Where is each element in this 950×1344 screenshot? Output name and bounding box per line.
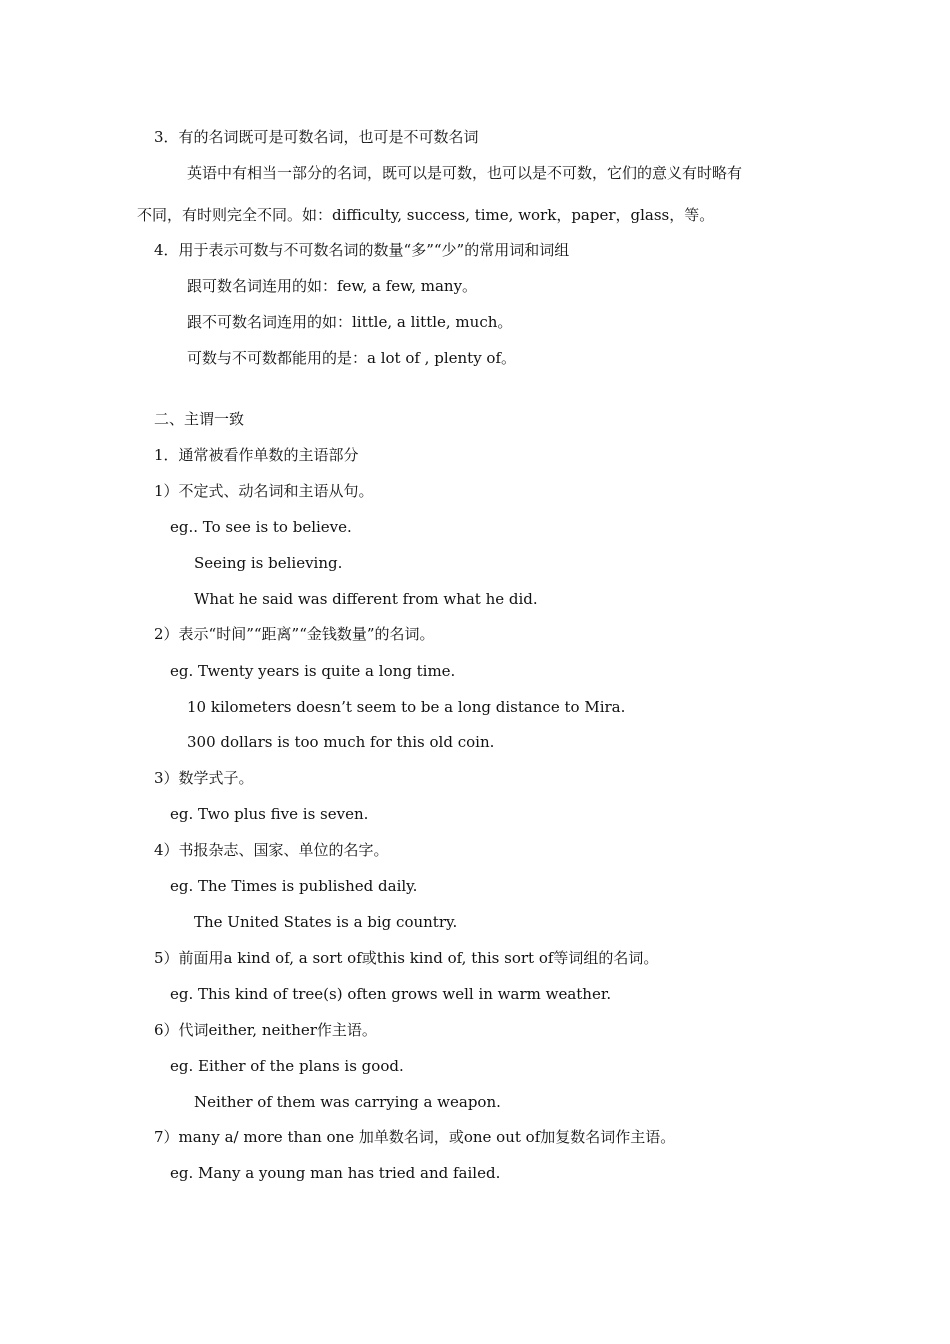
list-item: 6）代词either, neither作主语。 bbox=[154, 1021, 377, 1039]
example-line: 10 kilometers doesn’t seem to be a long distance to Mira. bbox=[187, 698, 626, 716]
heading-quantity-words: 4．用于表示可数与不可数名词的数量“多”“少”的常用词和词组 bbox=[154, 241, 570, 259]
example-line: The United States is a big country. bbox=[194, 913, 458, 931]
example-line: eg. This kind of tree(s) often grows well in warm weather. bbox=[170, 985, 612, 1003]
paragraph-line: 英语中有相当一部分的名词，既可以是可数，也可以是不可数，它们的意义有时略有 bbox=[187, 164, 743, 182]
example-line: eg. Either of the plans is good. bbox=[170, 1057, 404, 1075]
paragraph-line: 跟不可数名词连用的如：little, a little, much。 bbox=[187, 313, 513, 331]
example-line: eg.. To see is to believe. bbox=[170, 518, 352, 536]
list-item: 5）前面用a kind of, a sort of或this kind of, this sort of等词组的名词。 bbox=[154, 949, 659, 967]
example-line: Neither of them was carrying a weapon. bbox=[194, 1093, 501, 1111]
section-title-subject-verb-agreement: 二、主谓一致 bbox=[154, 410, 245, 428]
example-line: Seeing is believing. bbox=[194, 554, 343, 572]
example-line: eg. The Times is published daily. bbox=[170, 877, 418, 895]
list-item: 1）不定式、动名词和主语从句。 bbox=[154, 482, 374, 500]
paragraph-line: 跟可数名词连用的如：few, a few, many。 bbox=[187, 277, 478, 295]
list-item: 7）many a/ more than one 加单数名词，或one out of加复数名词作主语。 bbox=[154, 1128, 676, 1146]
example-line: What he said was different from what he did. bbox=[194, 590, 538, 608]
heading-singular-subjects: 1．通常被看作单数的主语部分 bbox=[154, 446, 359, 464]
example-line: 300 dollars is too much for this old coin. bbox=[187, 733, 495, 751]
paragraph-line: 不同，有时则完全不同。如：difficulty, success, time, work，paper，glass，等。 bbox=[137, 206, 715, 224]
paragraph-line: 可数与不可数都能用的是：a lot of , plenty of。 bbox=[187, 349, 517, 367]
example-line: eg. Two plus five is seven. bbox=[170, 805, 369, 823]
list-item: 4）书报杂志、国家、单位的名字。 bbox=[154, 841, 389, 859]
list-item: 3）数学式子。 bbox=[154, 769, 254, 787]
list-item: 2）表示“时间”“距离”“金钱数量”的名词。 bbox=[154, 625, 435, 643]
example-line: eg. Twenty years is quite a long time. bbox=[170, 662, 456, 680]
heading-countable-uncountable: 3．有的名词既可是可数名词，也可是不可数名词 bbox=[154, 128, 479, 146]
example-line: eg. Many a young man has tried and failed. bbox=[170, 1164, 501, 1182]
